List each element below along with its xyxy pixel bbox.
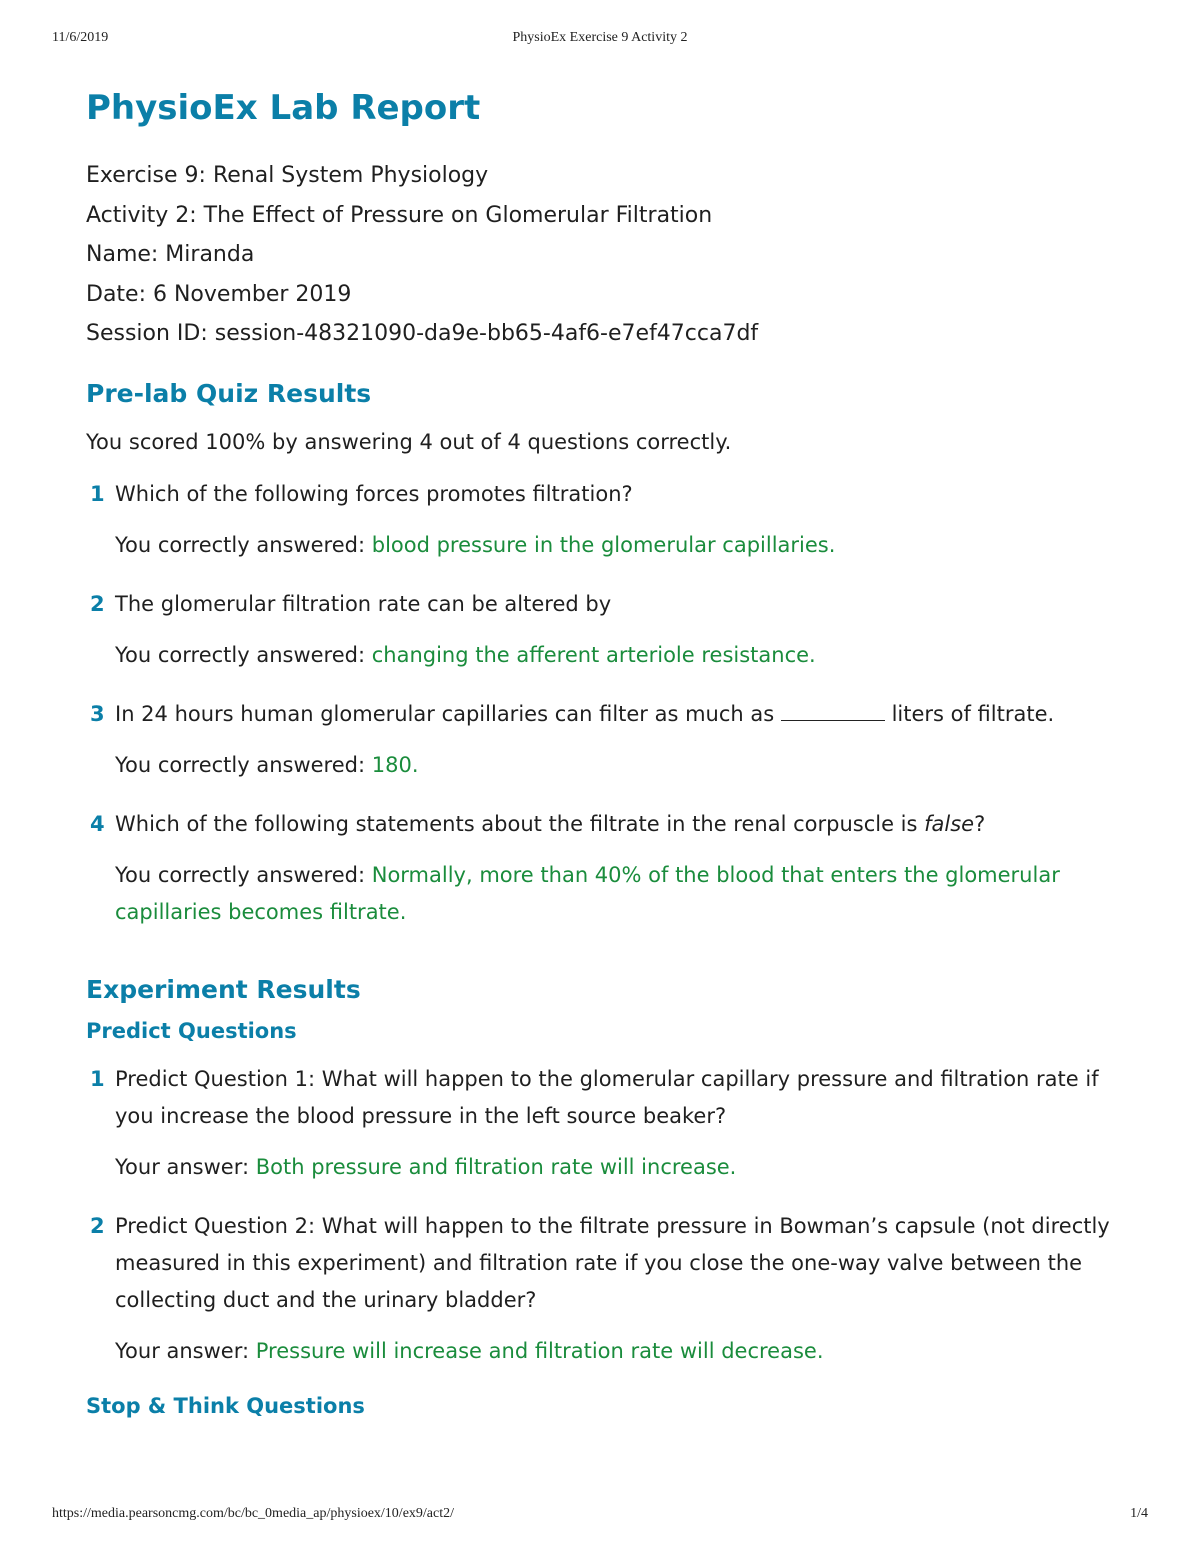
predict-heading: Predict Questions <box>86 1018 297 1043</box>
prelab-question-4 <box>86 806 1126 843</box>
question-number: 2 <box>90 591 105 616</box>
question-emphasis: false <box>924 811 975 836</box>
prelab-answer-2 <box>86 637 1126 674</box>
answer-value: 180. <box>371 752 419 777</box>
question-number: 3 <box>90 701 105 726</box>
answer-prefix: You correctly answered: <box>115 532 372 557</box>
name-line: Name: Miranda <box>86 242 255 267</box>
predict-answer-2 <box>86 1333 1126 1370</box>
experiment-heading: Experiment Results <box>86 974 361 1004</box>
answer-prefix: Your answer: <box>115 1338 256 1363</box>
fill-in-blank <box>781 700 885 721</box>
prelab-question-1 <box>86 476 1126 513</box>
prelab-answer-4 <box>86 857 1126 931</box>
answer-prefix: Your answer: <box>115 1154 256 1179</box>
prelab-score: You scored 100% by answering 4 out of 4 questions correctly. <box>86 429 732 454</box>
predict-question-2 <box>86 1208 1126 1319</box>
answer-value: changing the afferent arteriole resistance. <box>371 642 816 667</box>
answer-prefix: You correctly answered: <box>115 642 372 667</box>
answer-value: Pressure will increase and filtration rate will decrease. <box>255 1338 824 1363</box>
question-number: 4 <box>90 811 105 836</box>
prelab-answer-3 <box>86 747 1126 784</box>
question-text-after: liters of filtrate. <box>884 701 1055 726</box>
footer-url: https://media.pearsoncmg.com/bc/bc_0media_ap/physioex/10/ex9/act2/ <box>52 1506 455 1521</box>
question-text-before: In 24 hours human glomerular capillaries can filter as much as <box>115 701 781 726</box>
activity-line: Activity 2: The Effect of Pressure on Glomerular Filtration <box>86 202 713 228</box>
prelab-heading: Pre-lab Quiz Results <box>86 378 372 408</box>
exercise-line: Exercise 9: Renal System Physiology <box>86 163 489 188</box>
question-text: Which of the following forces promotes filtration? <box>115 481 633 506</box>
prelab-answer-1 <box>86 527 1126 564</box>
question-number: 1 <box>90 481 105 506</box>
footer-page-number: 1/4 <box>1130 1506 1148 1521</box>
question-number: 2 <box>90 1213 105 1238</box>
prelab-question-2 <box>86 586 1126 623</box>
question-number: 1 <box>90 1066 105 1091</box>
answer-value: Both pressure and filtration rate will increase. <box>255 1154 737 1179</box>
answer-value: Normally, more than 40% of the blood that enters the glomerular capillaries becomes filtrate. <box>115 862 1060 924</box>
report-title: PhysioEx Lab Report <box>86 88 481 128</box>
predict-answer-1 <box>86 1149 1126 1186</box>
print-title: PhysioEx Exercise 9 Activity 2 <box>512 30 688 45</box>
print-footer <box>0 1506 1200 1526</box>
report-meta <box>86 156 1126 354</box>
print-header <box>0 30 1200 50</box>
prelab-question-3 <box>86 696 1126 733</box>
question-text-before: Which of the following statements about the filtrate in the renal corpuscle is <box>115 811 925 836</box>
question-text-after: ? <box>974 811 986 836</box>
question-text: Predict Question 1: What will happen to the glomerular capillary pressure and filtration rate if you increase the blood pressure in the left source beaker? <box>115 1066 1099 1128</box>
question-text: Predict Question 2: What will happen to the filtrate pressure in Bowman’s capsule (not directly measured in this experiment) and filtration rate if you close the one-way valve between the collecting duct and the urinary bladder? <box>115 1213 1110 1312</box>
stop-think-heading: Stop & Think Questions <box>86 1393 365 1418</box>
answer-value: blood pressure in the glomerular capillaries. <box>371 532 836 557</box>
answer-prefix: You correctly answered: <box>115 862 372 887</box>
answer-prefix: You correctly answered: <box>115 752 372 777</box>
date-line: Date: 6 November 2019 <box>86 281 352 307</box>
question-text: The glomerular filtration rate can be altered by <box>115 591 612 616</box>
predict-question-1 <box>86 1061 1126 1135</box>
print-date: 11/6/2019 <box>52 30 109 45</box>
report-content <box>86 84 1126 1422</box>
session-line: Session ID: session-48321090-da9e-bb65-4af6-e7ef47cca7df <box>86 321 759 346</box>
